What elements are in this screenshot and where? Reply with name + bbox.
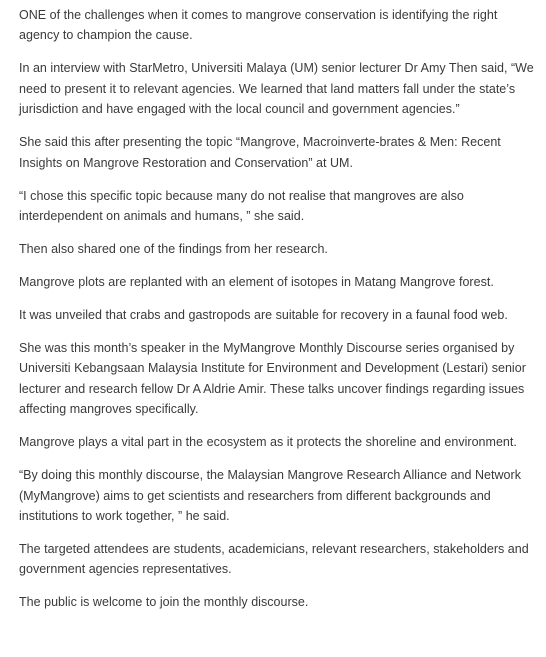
paragraph-ecosystem: Mangrove plays a vital part in the ecosystem as it protects the shoreline and environment. [19,435,517,450]
paragraph-intro: ONE of the challenges when it comes to mangrove conservation is identifying the right agency to champion the cause. [19,8,498,43]
paragraph-interview-quote: In an interview with StarMetro, Universiti Malaya (UM) senior lecturer Dr Amy Then said, “We need to present it to relevant agencies. We learned that land matters fall under the state’s jurisdiction and have engaged with the local council and government agencies.” [19,61,534,117]
paragraph-attendees: The targeted attendees are students, academicians, relevant researchers, stakeholders and government agencies representatives. [19,542,529,577]
paragraph-speaker-series: She was this month’s speaker in the MyMangrove Monthly Discourse series organised by Universiti Kebangsaan Malaysia Institute for Environment and Development (Lestari) senior lecturer and research fellow Dr A Aldrie Amir. These talks uncover findings regarding issues affecting mangroves specifically. [19,341,526,417]
paragraph-food-web: It was unveiled that crabs and gastropods are suitable for recovery in a faunal food web. [19,308,508,323]
paragraph-discourse-quote: “By doing this monthly discourse, the Malaysian Mangrove Research Alliance and Network (MyMangrove) aims to get scientists and researchers from different backgrounds and institutions to work together, ” he said. [19,468,521,524]
paragraph-findings: Then also shared one of the findings from her research. [19,242,328,257]
paragraph-topic: She said this after presenting the topic “Mangrove, Macroinverte-brates & Men: Recent Insights on Mangrove Restoration and Conservation” at UM. [19,135,501,170]
paragraph-public-welcome: The public is welcome to join the monthly discourse. [19,595,309,610]
paragraph-mangrove-plots: Mangrove plots are replanted with an element of isotopes in Matang Mangrove forest. [19,275,494,290]
paragraph-topic-quote: “I chose this specific topic because many do not realise that mangroves are also interdependent on animals and humans, ” she said. [19,188,464,224]
